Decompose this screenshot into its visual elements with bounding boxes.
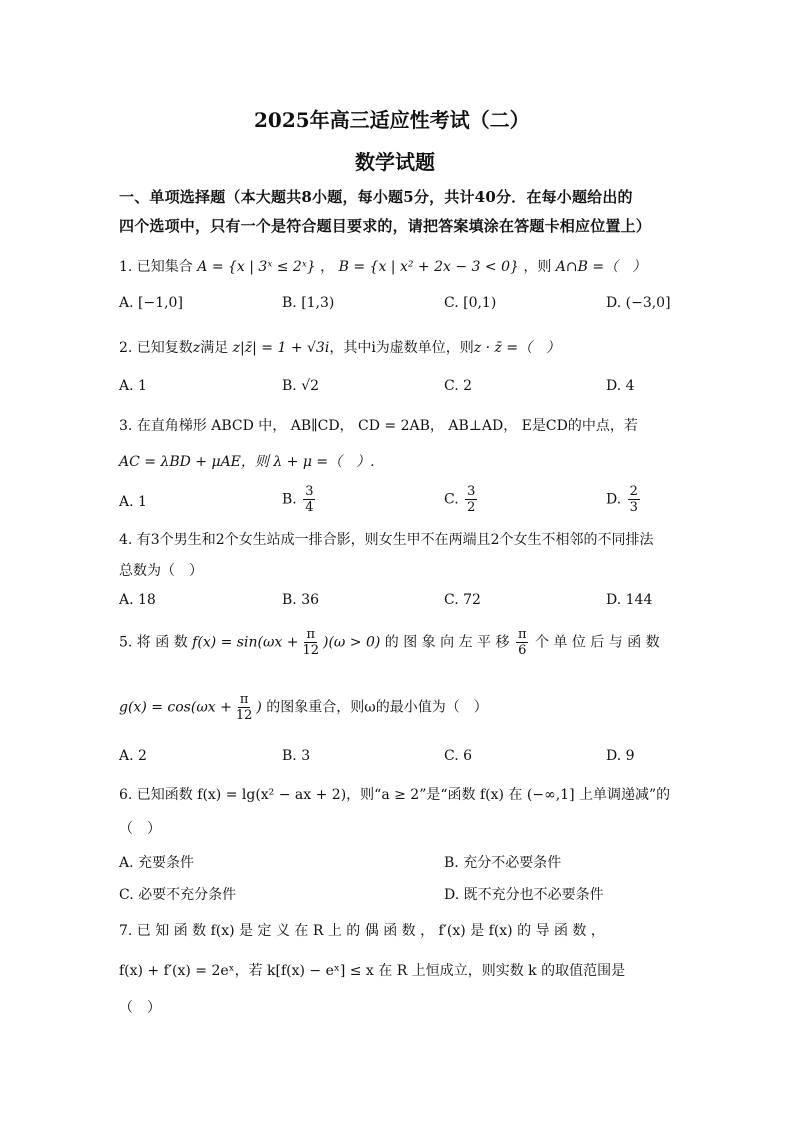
q5-g-num: π (239, 692, 249, 707)
q5-g-tail: ) (256, 699, 262, 716)
q5-g-expr: g(x) = cos(ωx + (119, 699, 232, 716)
q3-option-c-fraction (465, 484, 477, 515)
q5-f-tail: )(ω > 0) (322, 634, 381, 651)
question-7-line1: 7. 已 知 函 数 f(x) 是 定 义 在 R 上 的 偶 函 数 ， f′(x) 是 f(x) 的 导 函 数 ， (119, 923, 605, 939)
q1-set-a: A = {x | 3ˣ ≤ 2ˣ} (197, 259, 316, 275)
q3-option-c-label: C. (444, 491, 459, 508)
q3-option-b (282, 484, 317, 515)
q3-option-a: A. 1 (119, 494, 147, 510)
section-heading-line2: 四个选项中，只有一个是符合题目要求的，请把答案填涂在答题卡相应位置上） (119, 217, 652, 235)
q1-option-c: C. [0,1) (444, 295, 497, 311)
q3-option-b-fraction (303, 484, 315, 515)
q3-option-d-fraction (628, 484, 640, 515)
q3-option-c (444, 484, 479, 515)
q2-z: z (192, 340, 201, 356)
q2-option-d: D. 4 (606, 378, 635, 394)
q5-f-num: π (306, 627, 315, 642)
q1-option-a: A. [−1,0] (119, 295, 183, 311)
q3-option-b-label: B. (282, 491, 297, 508)
question-6-line1: 6. 已知函数 f(x) = lg(x² − ax + 2)，则“a ≥ 2”是“函数 f(x) 在 (−∞,1] 上单调递减”的 (119, 787, 671, 803)
q1-set-b: B = {x | x² + 2x − 3 < 0} (338, 259, 519, 275)
q4-option-a: A. 18 (119, 592, 156, 608)
q3-b-num: 3 (305, 484, 314, 499)
q5-shift-fraction (516, 627, 529, 658)
q3-b-den: 4 (305, 500, 314, 515)
q5-prefix: 5. 将 函 数 (119, 634, 188, 651)
q5-g-fraction (234, 692, 255, 723)
q2-expr2: z · z̄ =（ ） (473, 340, 561, 356)
question-6-line2: （ ） (119, 821, 161, 837)
question-5-line2 (119, 692, 488, 723)
q5-f-fraction (300, 627, 321, 658)
q5-post: 个 单 位 后 与 函 数 (534, 634, 660, 651)
q5-g-den: 12 (235, 708, 253, 723)
q5-f-expr: f(x) = sin(ωx + (192, 634, 299, 651)
subject-title: 数学试题 (355, 150, 435, 174)
q5-option-b: B. 3 (282, 748, 311, 764)
question-4-line2: 总数为（ ） (119, 563, 203, 579)
q3-c-den: 2 (467, 500, 476, 515)
exam-title: 2025年高三适应性考试（二） (254, 108, 530, 132)
q2-text-c: ，其中i为虚数单位，则 (329, 340, 474, 356)
section-heading-line1: 一、单项选择题（本大题共8小题，每小题5分，共计40分．在每小题给出的 (119, 188, 633, 206)
q1-option-d: D. (−3,0] (606, 295, 671, 311)
q2-option-b: B. √2 (282, 378, 320, 394)
q1-ask: A∩B =（ ） (555, 259, 647, 275)
q3-c-num: 3 (467, 484, 476, 499)
q4-option-d: D. 144 (606, 592, 653, 608)
q1-separator: ， (320, 259, 335, 275)
q1-option-b: B. [1,3) (282, 295, 335, 311)
q5-mid: 的 图 象 向 左 平 移 (384, 634, 510, 651)
q1-prefix: 1. 已知集合 (119, 259, 193, 275)
q2-expr: z|z̄| = 1 + √3i (232, 340, 330, 356)
q5-shift-num: π (517, 627, 527, 642)
q2-text-a: 2. 已知复数 (119, 340, 193, 356)
q3-d-den: 3 (629, 500, 638, 515)
q5-option-a: A. 2 (119, 748, 147, 764)
q2-text-b: 满足 (200, 340, 229, 356)
q2-option-c: C. 2 (444, 378, 473, 394)
question-7-line2: f(x) + f′(x) = 2eˣ，若 k[f(x) − eˣ] ≤ x 在 R 上恒成立，则实数 k 的取值范围是 (119, 963, 626, 979)
q3-option-d-label: D. (606, 491, 622, 508)
question-2 (119, 337, 560, 357)
q4-option-c: C. 72 (444, 592, 481, 608)
q1-post: ，则 (523, 259, 552, 275)
question-3-line2: AC = λBD + μAE，则 λ + μ =（ ）. (119, 454, 375, 470)
question-1 (119, 256, 646, 276)
q3-option-d (606, 484, 642, 515)
q5-f-den: 12 (302, 643, 319, 658)
q5-option-d: D. 9 (606, 748, 635, 764)
q4-option-b: B. 36 (282, 592, 320, 608)
q5-line2-post: 的图象重合，则ω的最小值为（ ） (266, 699, 488, 716)
question-4-line1: 4. 有3个男生和2个女生站成一排合影，则女生甲不在两端且2个女生不相邻的不同排法 (119, 532, 654, 548)
q5-option-c: C. 6 (444, 748, 473, 764)
question-5-line1 (119, 627, 660, 658)
q6-option-a: A. 充要条件 (119, 855, 195, 871)
question-7-line3: （ ） (119, 1000, 161, 1016)
q6-option-b: B. 充分不必要条件 (444, 855, 562, 871)
q5-shift-den: 6 (518, 643, 527, 658)
q6-option-c: C. 必要不充分条件 (119, 887, 237, 903)
q6-option-d: D. 既不充分也不必要条件 (444, 887, 604, 903)
q2-option-a: A. 1 (119, 378, 147, 394)
q3-d-num: 2 (629, 484, 638, 499)
question-3-line1: 3. 在直角梯形 ABCD 中， AB∥CD， CD = 2AB， AB⊥AD， E是CD的中点，若 (119, 418, 638, 434)
